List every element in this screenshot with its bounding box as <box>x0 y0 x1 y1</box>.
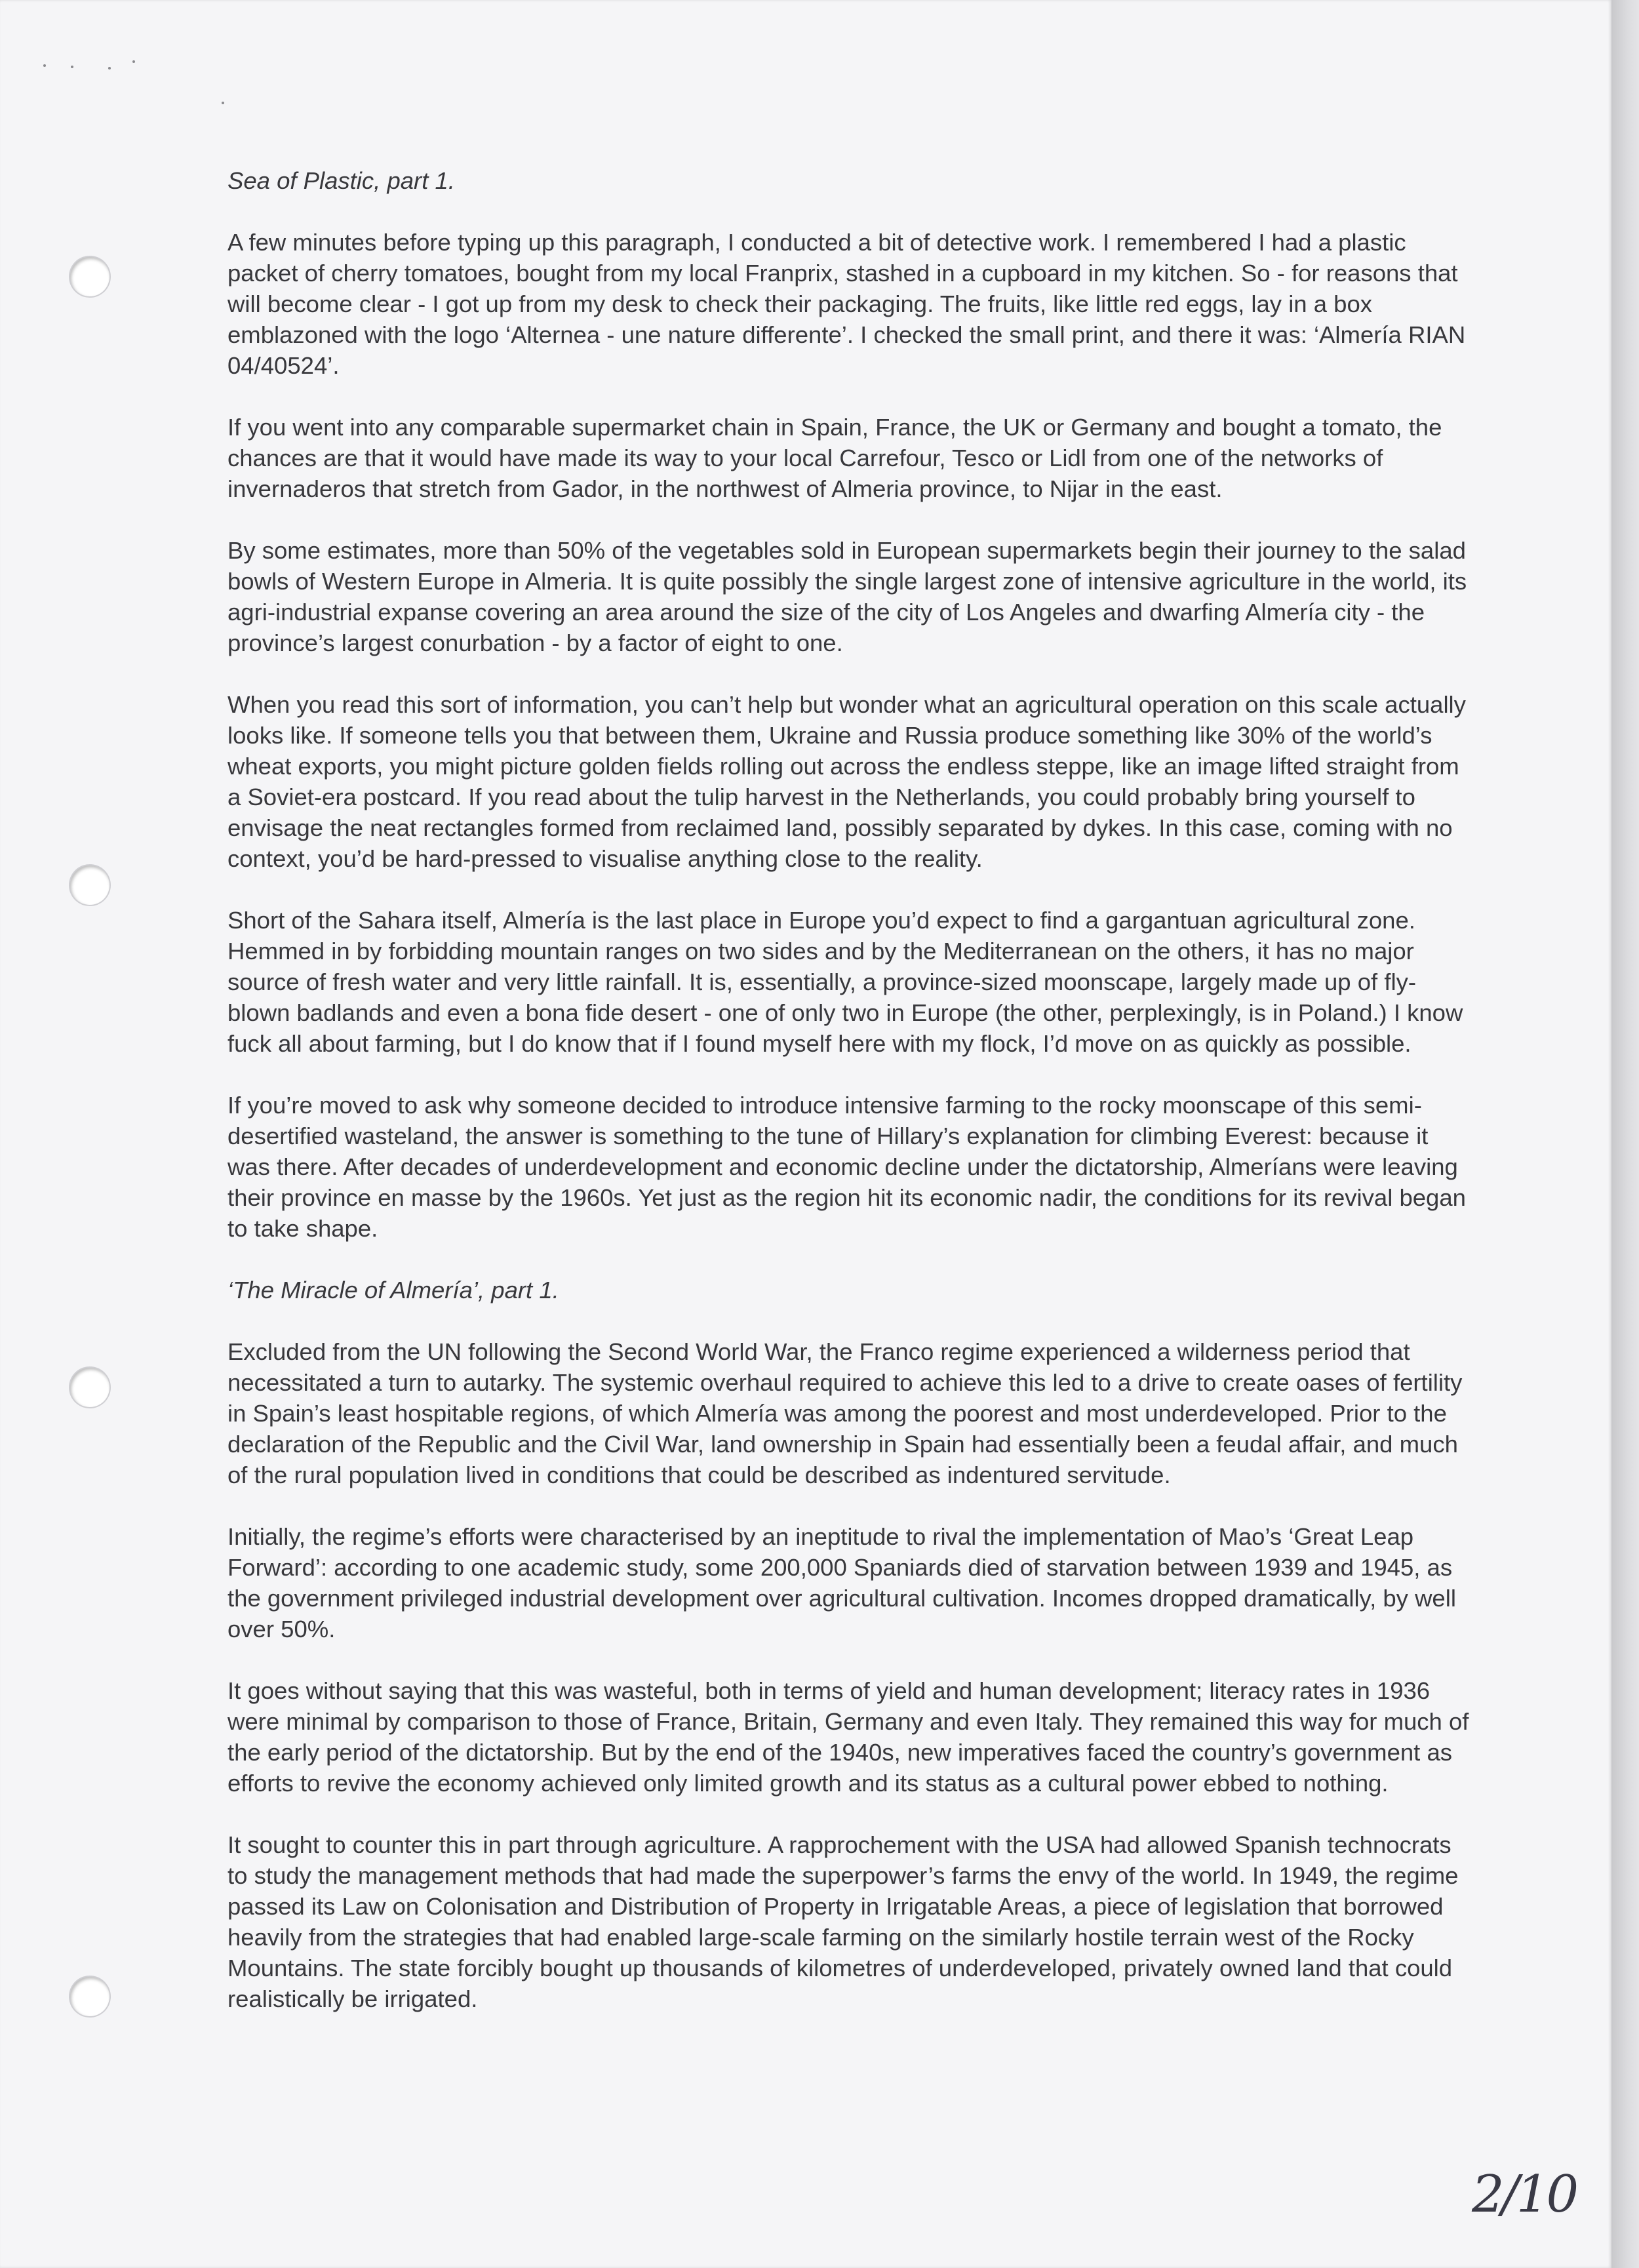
body-paragraph: A few minutes before typing up this paragraph, I conducted a bit of detective work. I remembered I had a plastic packet of cherry tomatoes, bought from my local Franprix, stashed in a cupboard in my kitchen. So - for reasons that will become clear - I got up from my desk to check their packaging. The fruits, like little red eggs, lay in a box emblazoned with the logo ‘Alternea - une nature differente’. I checked the small print, and there it was: ‘Almería RIAN 04/40524’. <box>227 229 1466 379</box>
scanner-edge <box>1611 0 1639 2268</box>
body-paragraph: If you’re moved to ask why someone decided to introduce intensive farming to the rocky moonscape of this semi-desertified wasteland, the answer is something to the tune of Hillary’s explanation for climbing Everest: because it was there. After decades of underdevelopment and economic decline under the dictatorship, Almeríans were leaving their province en masse by the 1960s. Yet just as the region hit its economic nadir, the conditions for its revival began to take shape. <box>227 1092 1466 1242</box>
scan-speck <box>43 64 46 67</box>
body-paragraph: Short of the Sahara itself, Almería is the last place in Europe you’d expect to find a gargantuan agricultural zone. Hemmed in by forbidding mountain ranges on two sides and by the Mediterranean on the others, it has no major source of fresh water and very little rainfall. It is, essentially, a province-sized moonscape, largely made up of fly-blown badlands and even a bona fide desert - one of only two in Europe (the other, perplexingly, is in Poland.) I know fuck all about farming, but I do know that if I found myself here with my flock, I’d move on as quickly as possible. <box>227 907 1463 1057</box>
body-paragraph: It sought to counter this in part through agriculture. A rapprochement with the USA had allowed Spanish technocrats to study the management methods that had made the superpower’s farms the envy of the world. In 1949, the regime passed its Law on Colonisation and Distribution of Property in Irrigatable Areas, a piece of legislation that borrowed heavily from the strategies that had enabled large-scale farming on the similarly hostile terrain west of the Rocky Mountains. The state forcibly bought up thousands of kilometres of underdeveloped, privately owned land that could realistically be irrigated. <box>227 1831 1459 2012</box>
punch-hole <box>70 865 109 905</box>
punch-hole <box>70 1368 109 1407</box>
scan-speck <box>71 66 73 68</box>
document-body <box>227 165 1473 2045</box>
body-paragraph: It goes without saying that this was wasteful, both in terms of yield and human development; literacy rates in 1936 were minimal by comparison to those of France, Britain, Germany and even Italy. They remained this way for much of the early period of the dictatorship. But by the end of the 1940s, new imperatives faced the country’s government as efforts to revive the economy achieved only limited growth and its status as a cultural power ebbed to nothing. <box>227 1677 1469 1797</box>
body-paragraph: If you went into any comparable supermarket chain in Spain, France, the UK or Germany and bought a tomato, the chances are that it would have made its way to your local Carrefour, Tesco or Lidl from one of the networks of invernaderos that stretch from Gador, in the northwest of Almeria province, to Nijar in the east. <box>227 414 1442 502</box>
scan-speck <box>132 60 135 63</box>
body-paragraph: By some estimates, more than 50% of the vegetables sold in European supermarkets begin their journey to the salad bowls of Western Europe in Almeria. It is quite possibly the single largest zone of intensive agriculture in the world, its agri-industrial expanse covering an area around the size of the city of Los Angeles and dwarfing Almería city - the province’s largest conurbation - by a factor of eight to one. <box>227 537 1467 656</box>
body-paragraph: Excluded from the UN following the Second World War, the Franco regime experienced a wilderness period that necessitated a turn to autarky. The systemic overhaul required to achieve this led to a drive to create oases of fertility in Spain’s least hospitable regions, of which Almería was among the poorest and most underdeveloped. Prior to the declaration of the Republic and the Civil War, land ownership in Spain had essentially been a feudal affair, and much of the rural population lived in conditions that could be described as indentured servitude. <box>227 1338 1463 1488</box>
section-heading: ‘The Miracle of Almería’, part 1. <box>227 1277 559 1303</box>
handwritten-page-number: 2/10 <box>1472 2165 1577 2224</box>
body-paragraph: When you read this sort of information, you can’t help but wonder what an agricultural operation on this scale actually looks like. If someone tells you that between them, Ukraine and Russia produce something like 30% of the world’s wheat exports, you might picture golden fields rolling out across the endless steppe, like an image lifted straight from a Soviet-era postcard. If you read about the tulip harvest in the Netherlands, you could probably bring yourself to envisage the neat rectangles formed from reclaimed land, possibly separated by dykes. In this case, coming with no context, you’d be hard-pressed to visualise anything close to the reality. <box>227 691 1466 872</box>
punch-hole <box>70 257 109 296</box>
section-heading: Sea of Plastic, part 1. <box>227 167 455 194</box>
scan-speck <box>222 102 224 104</box>
body-paragraph: Initially, the regime’s efforts were characterised by an ineptitude to rival the implementation of Mao’s ‘Great Leap Forward’: according to one academic study, some 200,000 Spaniards died of starvation between 1939 and 1945, as the government privileged industrial development over agricultural cultivation. Incomes dropped dramatically, by well over 50%. <box>227 1523 1456 1642</box>
scan-speck <box>108 67 111 70</box>
punch-hole <box>70 1977 109 2016</box>
